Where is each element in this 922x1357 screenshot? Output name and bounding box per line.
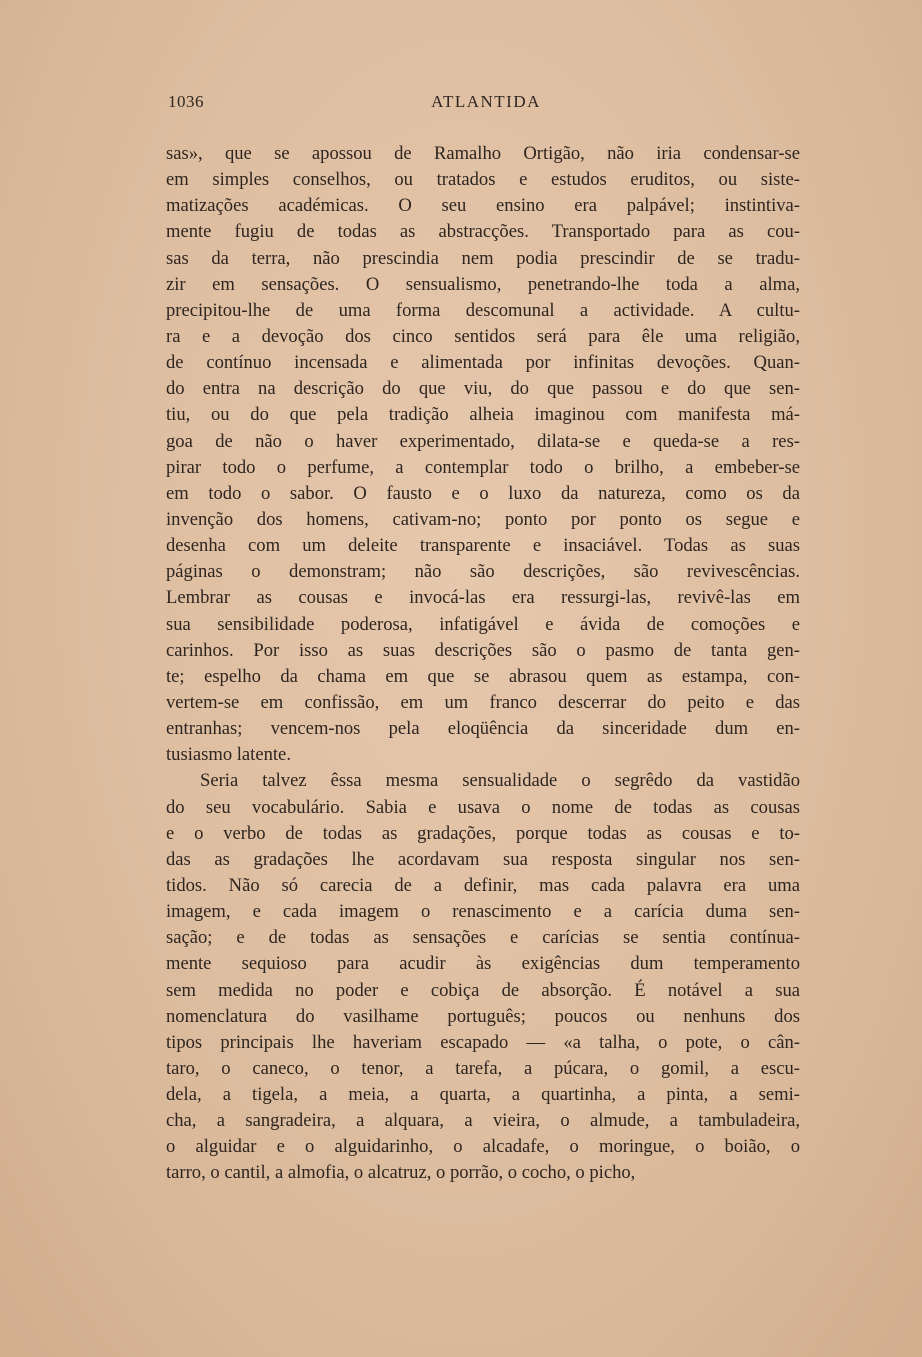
running-head <box>168 92 804 116</box>
text-line: das as gradações lhe acordavam sua resposta singular nos sen- <box>166 848 800 870</box>
text-line: vertem-se em confissão, em um franco descerrar do peito e das <box>166 691 800 713</box>
text-line: e o verbo de todas as gradações, porque todas as cousas e to- <box>166 822 800 844</box>
text-line: carinhos. Por isso as suas descrições são o pasmo de tanta gen- <box>166 639 800 661</box>
text-line: Seria talvez êssa mesma sensualidade o segrêdo da vastidão <box>200 770 800 792</box>
text-line: mente sequioso para acudir às exigências dum temperamento <box>166 953 800 975</box>
text-line: do seu vocabulário. Sabia e usava o nome de todas as cousas <box>166 796 800 818</box>
text-line: cha, a sangradeira, a alquara, a vieira, o almude, a tambuladeira, <box>166 1110 800 1132</box>
text-line: pirar todo o perfume, a contemplar todo o brilho, a embeber-se <box>166 456 800 478</box>
text-line: entranhas; vencem-nos pela eloqüência da sinceridade dum en- <box>166 718 800 740</box>
page-number: 1036 <box>168 92 204 111</box>
text-line: sas da terra, não prescindia nem podia prescindir de se tradu- <box>166 247 800 269</box>
text-line: sem medida no poder e cobiça de absorção. É notável a sua <box>166 979 800 1001</box>
text-line: tusiasmo latente. <box>166 744 291 766</box>
paragraph <box>166 141 800 768</box>
text-line: mente fugiu de todas as abstracções. Transportado para as cou- <box>166 221 800 243</box>
text-line: do entra na descrição do que viu, do que passou e do que sen- <box>166 378 800 400</box>
text-line: sua sensibilidade poderosa, infatigável e ávida de comoções e <box>166 613 800 635</box>
text-line: dela, a tigela, a meia, a quarta, a quartinha, a pinta, a semi- <box>166 1084 800 1106</box>
text-line: zir em sensações. O sensualismo, penetrando-lhe toda a alma, <box>166 273 800 295</box>
text-line: de contínuo incensada e alimentada por infinitas devoções. Quan- <box>166 352 800 374</box>
text-line: tarro, o cantil, a almofia, o alcatruz, o porrão, o cocho, o picho, <box>166 1162 636 1184</box>
text-line: páginas o demonstram; não são descrições, são revivescências. <box>166 561 800 583</box>
text-line: nomenclatura do vasilhame português; poucos ou nenhuns dos <box>166 1005 800 1027</box>
body-text <box>166 141 800 1187</box>
running-title: ATLANTIDA <box>431 92 541 111</box>
text-line: ra e a devoção dos cinco sentidos será para êle uma religião, <box>166 325 800 347</box>
text-line: te; espelho da chama em que se abrasou quem as estampa, con- <box>166 665 800 687</box>
paragraph <box>166 768 800 1186</box>
text-line: tiu, ou do que pela tradição alheia imaginou com manifesta má- <box>166 404 800 426</box>
text-line: sação; e de todas as sensações e carícias se sentia contínua- <box>166 927 800 949</box>
text-line: precipitou-lhe de uma forma descomunal a actividade. A cultu- <box>166 299 800 321</box>
text-line: tipos principais lhe haveriam escapado — «a talha, o pote, o cân- <box>166 1031 800 1053</box>
text-line: invenção dos homens, cativam-no; ponto por ponto os segue e <box>166 508 800 530</box>
text-line: tidos. Não só carecia de a definir, mas cada palavra era uma <box>166 874 800 896</box>
text-line: matizações académicas. O seu ensino era palpável; instintiva- <box>166 195 800 217</box>
text-line: o alguidar e o alguidarinho, o alcadafe, o moringue, o boião, o <box>166 1136 800 1158</box>
text-line: desenha com um deleite transparente e insaciável. Todas as suas <box>166 535 800 557</box>
text-line: Lembrar as cousas e invocá-las era ressurgi-las, revivê-las em <box>166 587 800 609</box>
text-line: taro, o caneco, o tenor, a tarefa, a púcara, o gomil, a escu- <box>166 1057 800 1079</box>
text-line: em todo o sabor. O fausto e o luxo da natureza, como os da <box>166 482 800 504</box>
text-line: em simples conselhos, ou tratados e estudos eruditos, ou siste- <box>166 169 800 191</box>
text-line: goa de não o haver experimentado, dilata-se e queda-se a res- <box>166 430 800 452</box>
text-line: sas», que se apossou de Ramalho Ortigão, não iria condensar-se <box>166 143 800 164</box>
text-line: imagem, e cada imagem o renascimento e a carícia duma sen- <box>166 901 800 923</box>
